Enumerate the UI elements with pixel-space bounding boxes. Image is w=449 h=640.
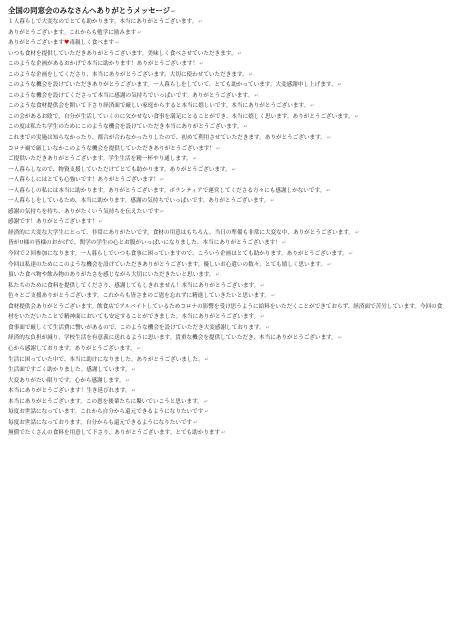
paragraph-mark-icon: ↵: [160, 177, 165, 184]
paragraph-mark-icon: ↵: [265, 324, 270, 331]
paragraph-mark-icon: ↵: [237, 50, 242, 57]
paragraph-mark-icon: ↵: [115, 40, 120, 47]
message-text: 毎度お世話になっております。自分からも還元できるようになりたいです: [8, 419, 193, 426]
heart-icon: ♥: [63, 39, 70, 47]
message-text: このような企画をしてくださり、本当にありがとうございます。大切に使わせていただきます。: [8, 71, 248, 78]
message-line: [8, 376, 445, 387]
message-line: [8, 270, 445, 281]
message-text: 皆が!!様の皆様のおかげで、関学の学生の心とお腹がいっぱいになりました。本当にありがとうございます！: [8, 240, 281, 247]
message-text: 一人暮らしなので、物資支援していただけてとても助かります。ありがとうございます。: [8, 166, 231, 173]
message-line: [8, 281, 445, 292]
message-line: [8, 59, 445, 70]
paragraph-mark-icon: ↵: [355, 229, 360, 236]
message-line: [8, 228, 445, 239]
message-line: [8, 238, 445, 249]
paragraph-mark-icon: ↵: [137, 29, 142, 36]
paragraph-mark-icon: ↵: [131, 367, 136, 374]
message-list: [8, 17, 445, 439]
paragraph-mark-icon: ↵: [326, 187, 331, 194]
document-title: 全国の同窓会のみなさんへありがとうメッセージ↵: [8, 6, 176, 15]
message-line: [8, 49, 445, 60]
message-line: [8, 291, 445, 302]
message-line: [8, 154, 445, 165]
message-line: [8, 344, 445, 355]
message-text: 食事面で厳しくて生活費に響いがあるので、このような機会を設けていただき大変感謝しております。: [8, 324, 265, 331]
message-text: 無償でたくさんの食料を用意して下さり、ありがとうございます。とても助かります: [8, 430, 221, 437]
message-text: 頂いた食べ物や飲み物のありがたさを感じながら大切にいただきたいと思います。: [8, 272, 215, 279]
message-line: [8, 386, 445, 397]
paragraph-mark-icon: ↵: [192, 156, 197, 163]
message-line: [8, 428, 445, 439]
message-text: 感謝の気持ちを持ち、ありがたくいう気持ちを伝えたいです: [8, 208, 160, 215]
message-text: このような食材提供会を開いて下さり経済面で厳しい家庭からすると本当に嬉しいです。本当にありがとうございます。: [8, 103, 310, 110]
message-line: [8, 175, 445, 186]
message-text-suffix: 毒親しく食べます: [69, 40, 115, 47]
paragraph-mark-icon: ↵: [215, 145, 221, 152]
message-text: 私たちのために食料を提供してくださり、感謝してもしきれません！本当にありがとうございます。: [8, 282, 260, 289]
message-text: 生活に困っていた中で、本当に助けになりました。ありがとうございました。: [8, 356, 204, 363]
message-line: [8, 207, 445, 218]
message-line: [8, 122, 445, 133]
paragraph-mark-icon: ↵: [198, 19, 203, 25]
message-line: [8, 249, 445, 260]
paragraph-mark-icon: ↵: [326, 261, 332, 268]
message-text: この度は私たち学生のためにこのような機会を設けていただき本当にありがとうございます。: [8, 124, 243, 131]
paragraph-mark-icon: ↵: [310, 103, 315, 110]
message-text: この会があるお陰で、自分が生活していくのに欠かせない食事を満足にとることができ、本当に嬉しく思います。ありがとうございます。: [8, 113, 354, 120]
paragraph-mark-icon: ↵: [270, 198, 275, 205]
message-line: [8, 186, 445, 197]
message-line: [8, 70, 445, 81]
message-line: [8, 302, 445, 323]
message-text: 経済的な負担が減り、学校生活を有意義に送れるように思います。貴重な機会を提供していただき、本当にありがとうございます。: [8, 335, 337, 342]
message-line: [8, 397, 445, 408]
message-line: [8, 418, 445, 429]
message-line: [8, 101, 445, 112]
paragraph-mark-icon: ↵: [260, 314, 265, 321]
message-text: 大変ありがたい限りです。心から感謝します。: [8, 377, 125, 384]
message-line: [8, 217, 445, 228]
message-text: 心から感謝しております。ありがとうございます。: [8, 345, 136, 352]
message-text: いつも食材を提供していただきありがとうございます。美味しく食べさせていただきます。: [8, 50, 237, 57]
paragraph-mark-icon: ↵: [271, 293, 276, 300]
paragraph-mark-icon: ↵: [337, 82, 342, 89]
paragraph-mark-icon: ↵: [203, 398, 209, 405]
message-text: 一人暮らしにはとても心強いです！ありがとうございます！: [8, 177, 160, 184]
paragraph-mark-icon: ↵: [281, 240, 287, 247]
message-line: [8, 38, 445, 49]
paragraph-mark-icon: ↵: [204, 356, 209, 363]
paragraph-mark-icon: ↵: [136, 345, 141, 352]
message-line: [8, 112, 445, 123]
paragraph-mark-icon: ↵: [348, 251, 353, 258]
message-text: ありがとうございます。これからも勉学に励みます: [8, 29, 137, 36]
message-line: [8, 91, 445, 102]
paragraph-mark-icon: ↵: [231, 166, 236, 173]
paragraph-mark-icon: ↵: [98, 219, 103, 226]
message-text: 食材提供会ありがとうございます。飲食店でアルバイトしているためコロナの影響を受け思うように給料をいただくことができておらず、経済面で苦労しています。今回の食材をいただいたことで精神面においても安定することができました。本当にありがとうございます。: [8, 303, 443, 321]
message-line: [8, 365, 445, 376]
message-text: コロナ禍で厳しいなかこのような機会を提供していただきありがとうございます！: [8, 145, 215, 152]
message-line: [8, 133, 445, 144]
message-text: 生活面ですごく助かりました。感謝しています。: [8, 367, 131, 374]
message-line: [8, 333, 445, 344]
message-text: 今回で２回参加になります。一人暮らしでいつも食事に困っていますので、こういう企画はとても助かります。ありがとうございます。: [8, 251, 348, 258]
paragraph-mark-icon: ↵: [354, 113, 359, 120]
paragraph-mark-icon: ↵: [215, 272, 220, 279]
message-line: [8, 165, 445, 176]
message-line: [8, 17, 445, 28]
message-text: 本当にありがとうございます！生き延びれます。: [8, 388, 131, 395]
message-line: [8, 80, 445, 91]
message-text: このような機会を設けてくださって本当に感謝の気持ちでいっぱいです。ありがとうございます。: [8, 92, 254, 99]
paragraph-mark-icon: ↵: [254, 92, 259, 99]
message-text: 色々とご支援ありがとうございます。これからも皆さまのご恩を忘れずに精進していきたいと思います。: [8, 293, 271, 300]
paragraph-mark-icon: ↵: [171, 9, 176, 15]
message-text: 毎度お世話になっています。これから自分から還元できるようになりたいです: [8, 409, 204, 416]
message-text: 一人暮らしをしているため、本当に助かります。感謝の気持ちでいっぱいです。ありがとうございます。: [8, 198, 270, 205]
message-text: 感謝です！ありがとうございます！: [8, 219, 98, 226]
paragraph-mark-icon: ↵: [199, 61, 204, 68]
message-text: 今回は私達のためにこのような機会を設けていただきありがとうございます。優しいお心遣いの数々、とても嬉しく思います。: [8, 261, 326, 268]
paragraph-mark-icon: ↵: [125, 377, 130, 384]
message-line: [8, 144, 445, 155]
message-text: １人暮らしで大変なのでとても助かります。本当にありがとうございます。: [8, 19, 198, 25]
message-line: [8, 196, 445, 207]
paragraph-mark-icon: ↵: [221, 430, 226, 437]
paragraph-mark-icon: ↵: [326, 135, 332, 142]
message-line: [8, 355, 445, 366]
paragraph-mark-icon: ↵: [131, 388, 136, 395]
message-text: ご提供いただきありがとうございます。学生生活を精一杯やり通します。: [8, 156, 192, 163]
paragraph-mark-icon: ↵: [248, 71, 253, 78]
message-text: これまでの実施は知らなかったり、都合が合わなかったりしたので、初めて利用させていただきます。ありがとうございます。: [8, 135, 326, 142]
paragraph-mark-icon: ↵: [260, 282, 265, 289]
message-text: 一人暮らしの私には本当に助かります。ありがとうございます。ボランティアで運営してくださる方々にも感謝しかないです。: [8, 187, 326, 194]
message-line: [8, 28, 445, 39]
message-line: [8, 260, 445, 271]
paragraph-mark-icon: ↵: [243, 124, 248, 131]
message-line: [8, 407, 445, 418]
paragraph-mark-icon: ↵: [160, 208, 165, 215]
paragraph-mark-icon: ↵: [337, 335, 343, 342]
message-text: このような機会を設けていただきありがとうございます。一人暮らしをしていて、とても助かっています。大変感謝申し上げます。: [8, 82, 337, 89]
paragraph-mark-icon: ↵: [193, 419, 198, 426]
message-text: ありがとうございます: [8, 40, 64, 47]
message-text: 経済的に大変な大学生にとって、非常にありがたいです。食材の用意はもちろん、当日の準備も非常に大変な中、ありがとうございます。: [8, 229, 355, 236]
paragraph-mark-icon: ↵: [204, 409, 209, 416]
message-line: [8, 323, 445, 334]
message-text: このような企画があるおかげで本当に助かります！ありがとうございます！: [8, 61, 199, 68]
message-text: 本当にありがとうございます。この恩を後輩たちに繋いでいこうと思います。: [8, 398, 203, 405]
